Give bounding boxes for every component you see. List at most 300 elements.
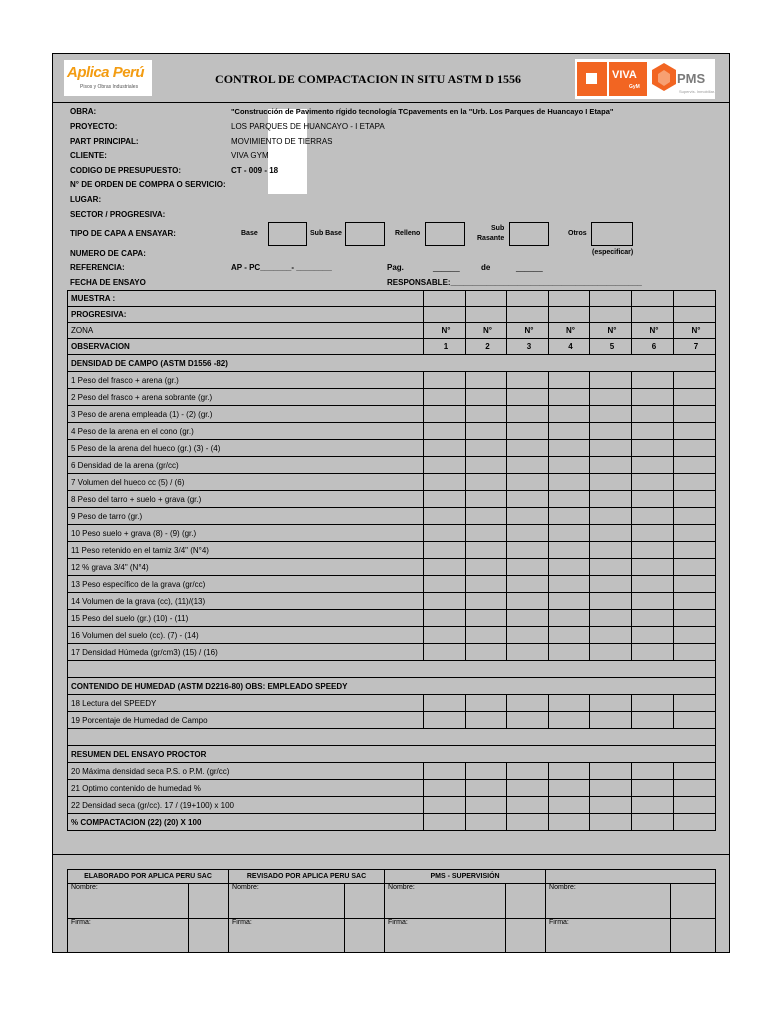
campo-item-row-cell[interactable] xyxy=(632,542,674,559)
otros-checkbox[interactable] xyxy=(591,222,633,246)
humedad-item-row-cell[interactable] xyxy=(632,712,674,729)
responsable-label: RESPONSABLE:___________________________________________ xyxy=(387,278,642,287)
pag-label: Pag. xyxy=(387,263,404,272)
nombre-field[interactable]: Nombre: xyxy=(68,884,189,919)
campo-item-row xyxy=(68,610,716,627)
campo-item-row-cell[interactable] xyxy=(424,457,466,474)
proyecto-value: LOS PARQUES DE HUANCAYO - I ETAPA xyxy=(231,122,385,131)
proctor-item-row-cell[interactable] xyxy=(632,780,674,797)
firma-box[interactable] xyxy=(345,919,385,953)
column-index: 4 xyxy=(549,339,590,355)
campo-item-row-cell[interactable] xyxy=(507,542,549,559)
proctor-item-row-cell[interactable] xyxy=(674,797,716,814)
campo-item-row-cell[interactable] xyxy=(507,474,549,491)
spacer-cell xyxy=(68,661,716,678)
humedad-item-row-cell[interactable] xyxy=(632,695,674,712)
campo-item-row-cell[interactable] xyxy=(674,389,716,406)
humedad-item-row-cell[interactable] xyxy=(507,695,549,712)
progresiva-row xyxy=(68,307,716,323)
campo-item-row-cell[interactable] xyxy=(632,644,674,661)
section-proctor-row xyxy=(68,746,716,763)
campo-item-row-cell[interactable] xyxy=(632,423,674,440)
campo-item-row-label: 6 Densidad de la arena (gr/cc) xyxy=(68,457,424,474)
campo-item-row-cell[interactable] xyxy=(674,457,716,474)
campo-item-row-cell[interactable] xyxy=(549,389,590,406)
humedad-item-row xyxy=(68,695,716,712)
obra-value: "Construcción de Pavimento rígido tecnología TCpavements en la "Urb. Los Parques de Huancayo I Etapa" xyxy=(231,107,614,116)
proctor-item-row-cell[interactable] xyxy=(466,797,507,814)
signature-header: REVISADO POR APLICA PERU SAC xyxy=(229,870,385,884)
campo-item-row-cell[interactable] xyxy=(549,457,590,474)
campo-item-row-cell[interactable] xyxy=(507,389,549,406)
relleno-label: Relleno xyxy=(395,230,421,237)
column-index: 6 xyxy=(632,339,674,355)
signature-header: PMS - SUPERVISIÓN xyxy=(385,870,546,884)
campo-item-row-label: 5 Peso de la arena del hueco (gr.) (3) - (4) xyxy=(68,440,424,457)
proctor-item-row-cell[interactable] xyxy=(549,797,590,814)
campo-item-row-cell[interactable] xyxy=(590,491,632,508)
humedad-item-row xyxy=(68,712,716,729)
humedad-item-row-cell[interactable] xyxy=(424,695,466,712)
column-number-label: N° xyxy=(424,323,466,339)
proctor-item-row-cell[interactable] xyxy=(674,780,716,797)
form-sheet xyxy=(52,53,730,953)
campo-item-row-cell[interactable] xyxy=(507,627,549,644)
campo-item-row-cell[interactable] xyxy=(549,406,590,423)
campo-item-row-cell[interactable] xyxy=(549,440,590,457)
campo-item-row-cell[interactable] xyxy=(674,491,716,508)
viva-text: VIVA xyxy=(612,69,637,81)
campo-item-row-cell[interactable] xyxy=(632,440,674,457)
campo-item-row-cell[interactable] xyxy=(466,525,507,542)
campo-item-row-cell[interactable] xyxy=(466,559,507,576)
campo-item-row-cell[interactable] xyxy=(507,423,549,440)
campo-item-row-cell[interactable] xyxy=(674,372,716,389)
signature-header: ELABORADO POR APLICA PERU SAC xyxy=(68,870,229,884)
campo-item-row-cell[interactable] xyxy=(632,576,674,593)
campo-item-row-cell[interactable] xyxy=(424,508,466,525)
humedad-item-row-cell[interactable] xyxy=(590,712,632,729)
progresiva-row-cell[interactable] xyxy=(674,307,716,323)
sub-base-checkbox[interactable] xyxy=(345,222,385,246)
sub-rasante-label-2: Rasante xyxy=(477,235,505,242)
campo-item-row xyxy=(68,559,716,576)
proyecto-label: PROYECTO: xyxy=(70,122,118,131)
campo-item-row-cell[interactable] xyxy=(424,406,466,423)
campo-item-row-cell[interactable] xyxy=(674,423,716,440)
campo-item-row-cell[interactable] xyxy=(590,644,632,661)
campo-item-row-cell[interactable] xyxy=(507,525,549,542)
muestra-row-cell[interactable] xyxy=(507,291,549,307)
firma-field[interactable]: Firma: xyxy=(68,919,189,953)
campo-item-row-cell[interactable] xyxy=(632,559,674,576)
page-title: CONTROL DE COMPACTACION IN SITU ASTM D 1556 xyxy=(215,72,521,86)
proctor-item-row-label: 20 Máxima densidad seca P.S. o P.M. (gr/cc) xyxy=(68,763,424,780)
referencia-value: AP - PC_______- ________ xyxy=(231,263,332,272)
compactacion-row-cell[interactable] xyxy=(590,814,632,831)
observacion-label: OBSERVACION xyxy=(68,339,424,355)
campo-item-row-cell[interactable] xyxy=(590,389,632,406)
campo-item-row-label: 1 Peso del frasco + arena (gr.) xyxy=(68,372,424,389)
de-label: de xyxy=(481,263,491,272)
campo-item-row-label: 7 Volumen del hueco cc (5) / (6) xyxy=(68,474,424,491)
logo-text: Aplica xyxy=(67,64,113,81)
column-number-label: N° xyxy=(507,323,549,339)
campo-item-row-cell[interactable] xyxy=(507,372,549,389)
proctor-item-row-cell[interactable] xyxy=(424,780,466,797)
campo-item-row-cell[interactable] xyxy=(507,440,549,457)
proctor-item-row-cell[interactable] xyxy=(674,763,716,780)
progresiva-row-cell[interactable] xyxy=(632,307,674,323)
campo-item-row-cell[interactable] xyxy=(549,610,590,627)
campo-item-row-cell[interactable] xyxy=(549,508,590,525)
humedad-item-row-cell[interactable] xyxy=(507,712,549,729)
firma-field[interactable]: Firma: xyxy=(385,919,506,953)
campo-item-row-label: 10 Peso suelo + grava (8) - (9) (gr.) xyxy=(68,525,424,542)
campo-item-row-cell[interactable] xyxy=(424,593,466,610)
cliente-value: VIVA GYM xyxy=(231,151,269,160)
proctor-item-row-cell[interactable] xyxy=(507,780,549,797)
progresiva-row-cell[interactable] xyxy=(549,307,590,323)
campo-item-row-cell[interactable] xyxy=(632,457,674,474)
campo-item-row-cell[interactable] xyxy=(466,372,507,389)
campo-item-row xyxy=(68,406,716,423)
nombre-box[interactable] xyxy=(671,884,716,919)
campo-item-row-cell[interactable] xyxy=(507,610,549,627)
section-proctor-title: RESUMEN DEL ENSAYO PROCTOR xyxy=(68,746,716,763)
campo-item-row-label: 3 Peso de arena empleada (1) - (2) (gr.) xyxy=(68,406,424,423)
column-number-label: N° xyxy=(674,323,716,339)
proctor-item-row xyxy=(68,780,716,797)
campo-item-row-cell[interactable] xyxy=(549,542,590,559)
humedad-item-row-cell[interactable] xyxy=(424,712,466,729)
campo-item-row-cell[interactable] xyxy=(590,440,632,457)
campo-item-row-cell[interactable] xyxy=(549,593,590,610)
firma-box[interactable] xyxy=(671,919,716,953)
campo-item-row-cell[interactable] xyxy=(424,559,466,576)
referencia-label: REFERENCIA: xyxy=(70,263,125,272)
proctor-item-row-cell[interactable] xyxy=(549,763,590,780)
compactacion-row-cell[interactable] xyxy=(466,814,507,831)
campo-item-row-cell[interactable] xyxy=(549,474,590,491)
compactacion-row xyxy=(68,814,716,831)
humedad-item-row-cell[interactable] xyxy=(466,695,507,712)
sub-base-label: Sub Base xyxy=(310,230,342,237)
campo-item-row-cell[interactable] xyxy=(424,576,466,593)
base-checkbox[interactable] xyxy=(268,222,307,246)
campo-item-row-cell[interactable] xyxy=(424,644,466,661)
signature-divider xyxy=(53,854,729,855)
campo-item-row-cell[interactable] xyxy=(632,508,674,525)
campo-item-row-cell[interactable] xyxy=(507,508,549,525)
campo-item-row-cell[interactable] xyxy=(549,627,590,644)
viva-gym-logo xyxy=(609,62,647,96)
campo-item-row-cell[interactable] xyxy=(674,474,716,491)
campo-item-row-label: 15 Peso del suelo (gr.) (10) - (11) xyxy=(68,610,424,627)
campo-item-row-cell[interactable] xyxy=(466,576,507,593)
campo-item-row-cell[interactable] xyxy=(674,610,716,627)
muestra-row-cell[interactable] xyxy=(466,291,507,307)
humedad-item-row-cell[interactable] xyxy=(674,712,716,729)
muestra-row-cell[interactable] xyxy=(424,291,466,307)
campo-item-row-cell[interactable] xyxy=(632,525,674,542)
nombre-field[interactable]: Nombre: xyxy=(385,884,506,919)
zona-row xyxy=(68,323,716,339)
proctor-item-row-cell[interactable] xyxy=(507,797,549,814)
column-number-label: N° xyxy=(632,323,674,339)
nombre-row xyxy=(68,884,716,919)
campo-item-row-cell[interactable] xyxy=(424,423,466,440)
proctor-item-row-label: 21 Optimo contenido de humedad % xyxy=(68,780,424,797)
proctor-item-row-cell[interactable] xyxy=(466,780,507,797)
part-value: MOVIMIENTO DE TIERRAS xyxy=(231,137,333,146)
campo-item-row-cell[interactable] xyxy=(590,406,632,423)
campo-item-row-cell[interactable] xyxy=(549,423,590,440)
campo-item-row-cell[interactable] xyxy=(507,593,549,610)
campo-item-row-cell[interactable] xyxy=(674,525,716,542)
campo-item-row-cell[interactable] xyxy=(466,440,507,457)
nombre-box[interactable] xyxy=(189,884,229,919)
observacion-row xyxy=(68,339,716,355)
humedad-item-row-cell[interactable] xyxy=(549,695,590,712)
muestra-row-cell[interactable] xyxy=(549,291,590,307)
section-campo-title: DENSIDAD DE CAMPO (ASTM D1556 -82) xyxy=(68,355,716,372)
progresiva-row-cell[interactable] xyxy=(590,307,632,323)
compactacion-row-cell[interactable] xyxy=(424,814,466,831)
campo-item-row-cell[interactable] xyxy=(466,508,507,525)
proctor-item-row-cell[interactable] xyxy=(549,780,590,797)
campo-item-row-cell[interactable] xyxy=(632,627,674,644)
sub-rasante-label-1: Sub xyxy=(491,225,505,232)
campo-item-row-cell[interactable] xyxy=(674,440,716,457)
campo-item-row-cell[interactable] xyxy=(549,525,590,542)
campo-item-row-label: 9 Peso de tarro (gr.) xyxy=(68,508,424,525)
campo-item-row-cell[interactable] xyxy=(549,576,590,593)
campo-item-row-cell[interactable] xyxy=(549,491,590,508)
proctor-item-row-cell[interactable] xyxy=(590,797,632,814)
logo-tagline: Pisos y Obras Industriales xyxy=(80,84,139,90)
campo-item-row-cell[interactable] xyxy=(632,593,674,610)
firma-box[interactable] xyxy=(506,919,546,953)
signature-header xyxy=(546,870,716,884)
campo-item-row-cell[interactable] xyxy=(507,406,549,423)
campo-item-row-cell[interactable] xyxy=(590,423,632,440)
proctor-item-row-cell[interactable] xyxy=(424,763,466,780)
campo-item-row-cell[interactable] xyxy=(590,576,632,593)
campo-item-row-cell[interactable] xyxy=(590,593,632,610)
campo-item-row-cell[interactable] xyxy=(549,644,590,661)
campo-item-row-cell[interactable] xyxy=(590,508,632,525)
campo-item-row-cell[interactable] xyxy=(424,491,466,508)
firma-field[interactable]: Firma: xyxy=(229,919,345,953)
campo-item-row-cell[interactable] xyxy=(424,542,466,559)
campo-item-row-cell[interactable] xyxy=(466,644,507,661)
base-label: Base xyxy=(241,230,258,237)
campo-item-row xyxy=(68,644,716,661)
part-label: PART PRINCIPAL: xyxy=(70,137,139,146)
muestra-row-cell[interactable] xyxy=(632,291,674,307)
proctor-item-row xyxy=(68,797,716,814)
campo-item-row-cell[interactable] xyxy=(466,542,507,559)
campo-item-row-label: 12 % grava 3/4" (N°4) xyxy=(68,559,424,576)
campo-item-row-cell[interactable] xyxy=(466,593,507,610)
campo-item-row-cell[interactable] xyxy=(507,559,549,576)
progresiva-row-cell[interactable] xyxy=(424,307,466,323)
campo-item-row-cell[interactable] xyxy=(424,372,466,389)
campo-item-row-cell[interactable] xyxy=(632,372,674,389)
compactacion-row-cell[interactable] xyxy=(549,814,590,831)
campo-item-row xyxy=(68,474,716,491)
campo-item-row-cell[interactable] xyxy=(549,372,590,389)
section-campo-row xyxy=(68,355,716,372)
relleno-checkbox[interactable] xyxy=(425,222,465,246)
humedad-item-row-cell[interactable] xyxy=(590,695,632,712)
campo-item-row-cell[interactable] xyxy=(590,525,632,542)
cliente-label: CLIENTE: xyxy=(70,151,107,160)
column-number-label: N° xyxy=(466,323,507,339)
campo-item-row-cell[interactable] xyxy=(674,508,716,525)
pms-text: PMS xyxy=(677,71,706,86)
proctor-item-row xyxy=(68,763,716,780)
muestra-row-cell[interactable] xyxy=(674,291,716,307)
campo-item-row-cell[interactable] xyxy=(590,610,632,627)
numero-label: NUMERO DE CAPA: xyxy=(70,249,146,258)
progresiva-row-cell[interactable] xyxy=(466,307,507,323)
compactacion-row-label: % COMPACTACION (22) (20) X 100 xyxy=(68,814,424,831)
proctor-item-row-cell[interactable] xyxy=(590,763,632,780)
campo-item-row-cell[interactable] xyxy=(424,610,466,627)
campo-item-row-cell[interactable] xyxy=(632,474,674,491)
spacer-row xyxy=(68,729,716,746)
campo-item-row-cell[interactable] xyxy=(674,644,716,661)
firma-row xyxy=(68,919,716,953)
campo-item-row-cell[interactable] xyxy=(549,559,590,576)
campo-item-row xyxy=(68,525,716,542)
pms-hexagon-icon xyxy=(651,62,677,96)
especificar-label: (especificar) xyxy=(592,249,634,256)
campo-item-row-cell[interactable] xyxy=(424,627,466,644)
campo-item-row-cell[interactable] xyxy=(424,474,466,491)
campo-item-row-cell[interactable] xyxy=(632,610,674,627)
column-number-label: N° xyxy=(590,323,632,339)
campo-item-row-cell[interactable] xyxy=(466,423,507,440)
proctor-item-row-cell[interactable] xyxy=(632,797,674,814)
campo-item-row-cell[interactable] xyxy=(424,440,466,457)
campo-item-row-cell[interactable] xyxy=(466,627,507,644)
campo-item-row-cell[interactable] xyxy=(590,542,632,559)
campo-item-row-cell[interactable] xyxy=(590,474,632,491)
campo-item-row-cell[interactable] xyxy=(466,474,507,491)
section-humedad-row xyxy=(68,678,716,695)
compactacion-row-cell[interactable] xyxy=(632,814,674,831)
compactacion-row-cell[interactable] xyxy=(674,814,716,831)
gym-text: GyM xyxy=(629,84,640,90)
aplica-peru-logo xyxy=(64,60,152,96)
proctor-item-row-cell[interactable] xyxy=(632,763,674,780)
proctor-item-row-cell[interactable] xyxy=(590,780,632,797)
codigo-label: CODIGO DE PRESUPUESTO: xyxy=(70,166,181,175)
campo-item-row-cell[interactable] xyxy=(590,627,632,644)
campo-item-row-cell[interactable] xyxy=(674,542,716,559)
campo-item-row-cell[interactable] xyxy=(590,457,632,474)
campo-item-row-cell[interactable] xyxy=(424,525,466,542)
campo-item-row-cell[interactable] xyxy=(674,576,716,593)
humedad-item-row-cell[interactable] xyxy=(466,712,507,729)
progresiva-row-cell[interactable] xyxy=(507,307,549,323)
nombre-field[interactable]: Nombre: xyxy=(546,884,671,919)
campo-item-row-cell[interactable] xyxy=(674,559,716,576)
muestra-row-label: MUESTRA : xyxy=(68,291,424,307)
campo-item-row-cell[interactable] xyxy=(424,389,466,406)
column-number-label: N° xyxy=(549,323,590,339)
campo-item-row-cell[interactable] xyxy=(590,372,632,389)
campo-item-row-cell[interactable] xyxy=(674,627,716,644)
campo-item-row-cell[interactable] xyxy=(466,389,507,406)
campo-item-row xyxy=(68,576,716,593)
campo-item-row-cell[interactable] xyxy=(507,644,549,661)
viva-pms-logo xyxy=(575,59,715,99)
sub-rasante-checkbox[interactable] xyxy=(509,222,549,246)
campo-item-row-label: 4 Peso de la arena en el cono (gr.) xyxy=(68,423,424,440)
campo-item-row-cell[interactable] xyxy=(632,406,674,423)
campo-item-row-label: 11 Peso retenido en el tamiz 3/4" (N°4) xyxy=(68,542,424,559)
campo-item-row xyxy=(68,593,716,610)
campo-item-row-cell[interactable] xyxy=(466,457,507,474)
campo-item-row xyxy=(68,542,716,559)
campo-item-row-cell[interactable] xyxy=(674,593,716,610)
campo-item-row xyxy=(68,627,716,644)
humedad-item-row-cell[interactable] xyxy=(674,695,716,712)
campo-item-row-cell[interactable] xyxy=(507,576,549,593)
pms-tagline: Supervis. Inmobiliar. xyxy=(679,89,716,94)
humedad-item-row-cell[interactable] xyxy=(549,712,590,729)
logo-text-accent: Perú xyxy=(112,64,145,81)
section-humedad-title: CONTENIDO DE HUMEDAD (ASTM D2216-80) OBS: EMPLEADO SPEEDY xyxy=(68,678,716,695)
campo-item-row-label: 2 Peso del frasco + arena sobrante (gr.) xyxy=(68,389,424,406)
column-index: 1 xyxy=(424,339,466,355)
nombre-field[interactable]: Nombre: xyxy=(229,884,345,919)
signature-header-row xyxy=(68,870,716,884)
campo-item-row-cell[interactable] xyxy=(507,491,549,508)
column-index: 2 xyxy=(466,339,507,355)
campo-item-row-cell[interactable] xyxy=(507,457,549,474)
campo-item-row-cell[interactable] xyxy=(674,406,716,423)
firma-field[interactable]: Firma: xyxy=(546,919,671,953)
firma-box[interactable] xyxy=(189,919,229,953)
proctor-item-row-cell[interactable] xyxy=(466,763,507,780)
otros-label: Otros xyxy=(568,230,587,237)
campo-item-row xyxy=(68,440,716,457)
campo-item-row-cell[interactable] xyxy=(632,491,674,508)
campo-item-row-label: 16 Volumen del suelo (cc). (7) - (14) xyxy=(68,627,424,644)
nombre-box[interactable] xyxy=(345,884,385,919)
campo-item-row-cell[interactable] xyxy=(590,559,632,576)
viva-square-icon xyxy=(577,62,607,96)
campo-item-row-cell[interactable] xyxy=(466,406,507,423)
campo-item-row xyxy=(68,508,716,525)
muestra-row-cell[interactable] xyxy=(590,291,632,307)
nombre-box[interactable] xyxy=(506,884,546,919)
campo-item-row-cell[interactable] xyxy=(466,610,507,627)
proctor-item-row-label: 22 Densidad seca (gr/cc). 17 / (19+100) x 100 xyxy=(68,797,424,814)
zona-label: ZONA xyxy=(68,323,424,339)
compactacion-row-cell[interactable] xyxy=(507,814,549,831)
proctor-item-row-cell[interactable] xyxy=(424,797,466,814)
proctor-item-row-cell[interactable] xyxy=(507,763,549,780)
campo-item-row-cell[interactable] xyxy=(466,491,507,508)
humedad-item-row-label: 19 Porcentaje de Humedad de Campo xyxy=(68,712,424,729)
campo-item-row-cell[interactable] xyxy=(632,389,674,406)
